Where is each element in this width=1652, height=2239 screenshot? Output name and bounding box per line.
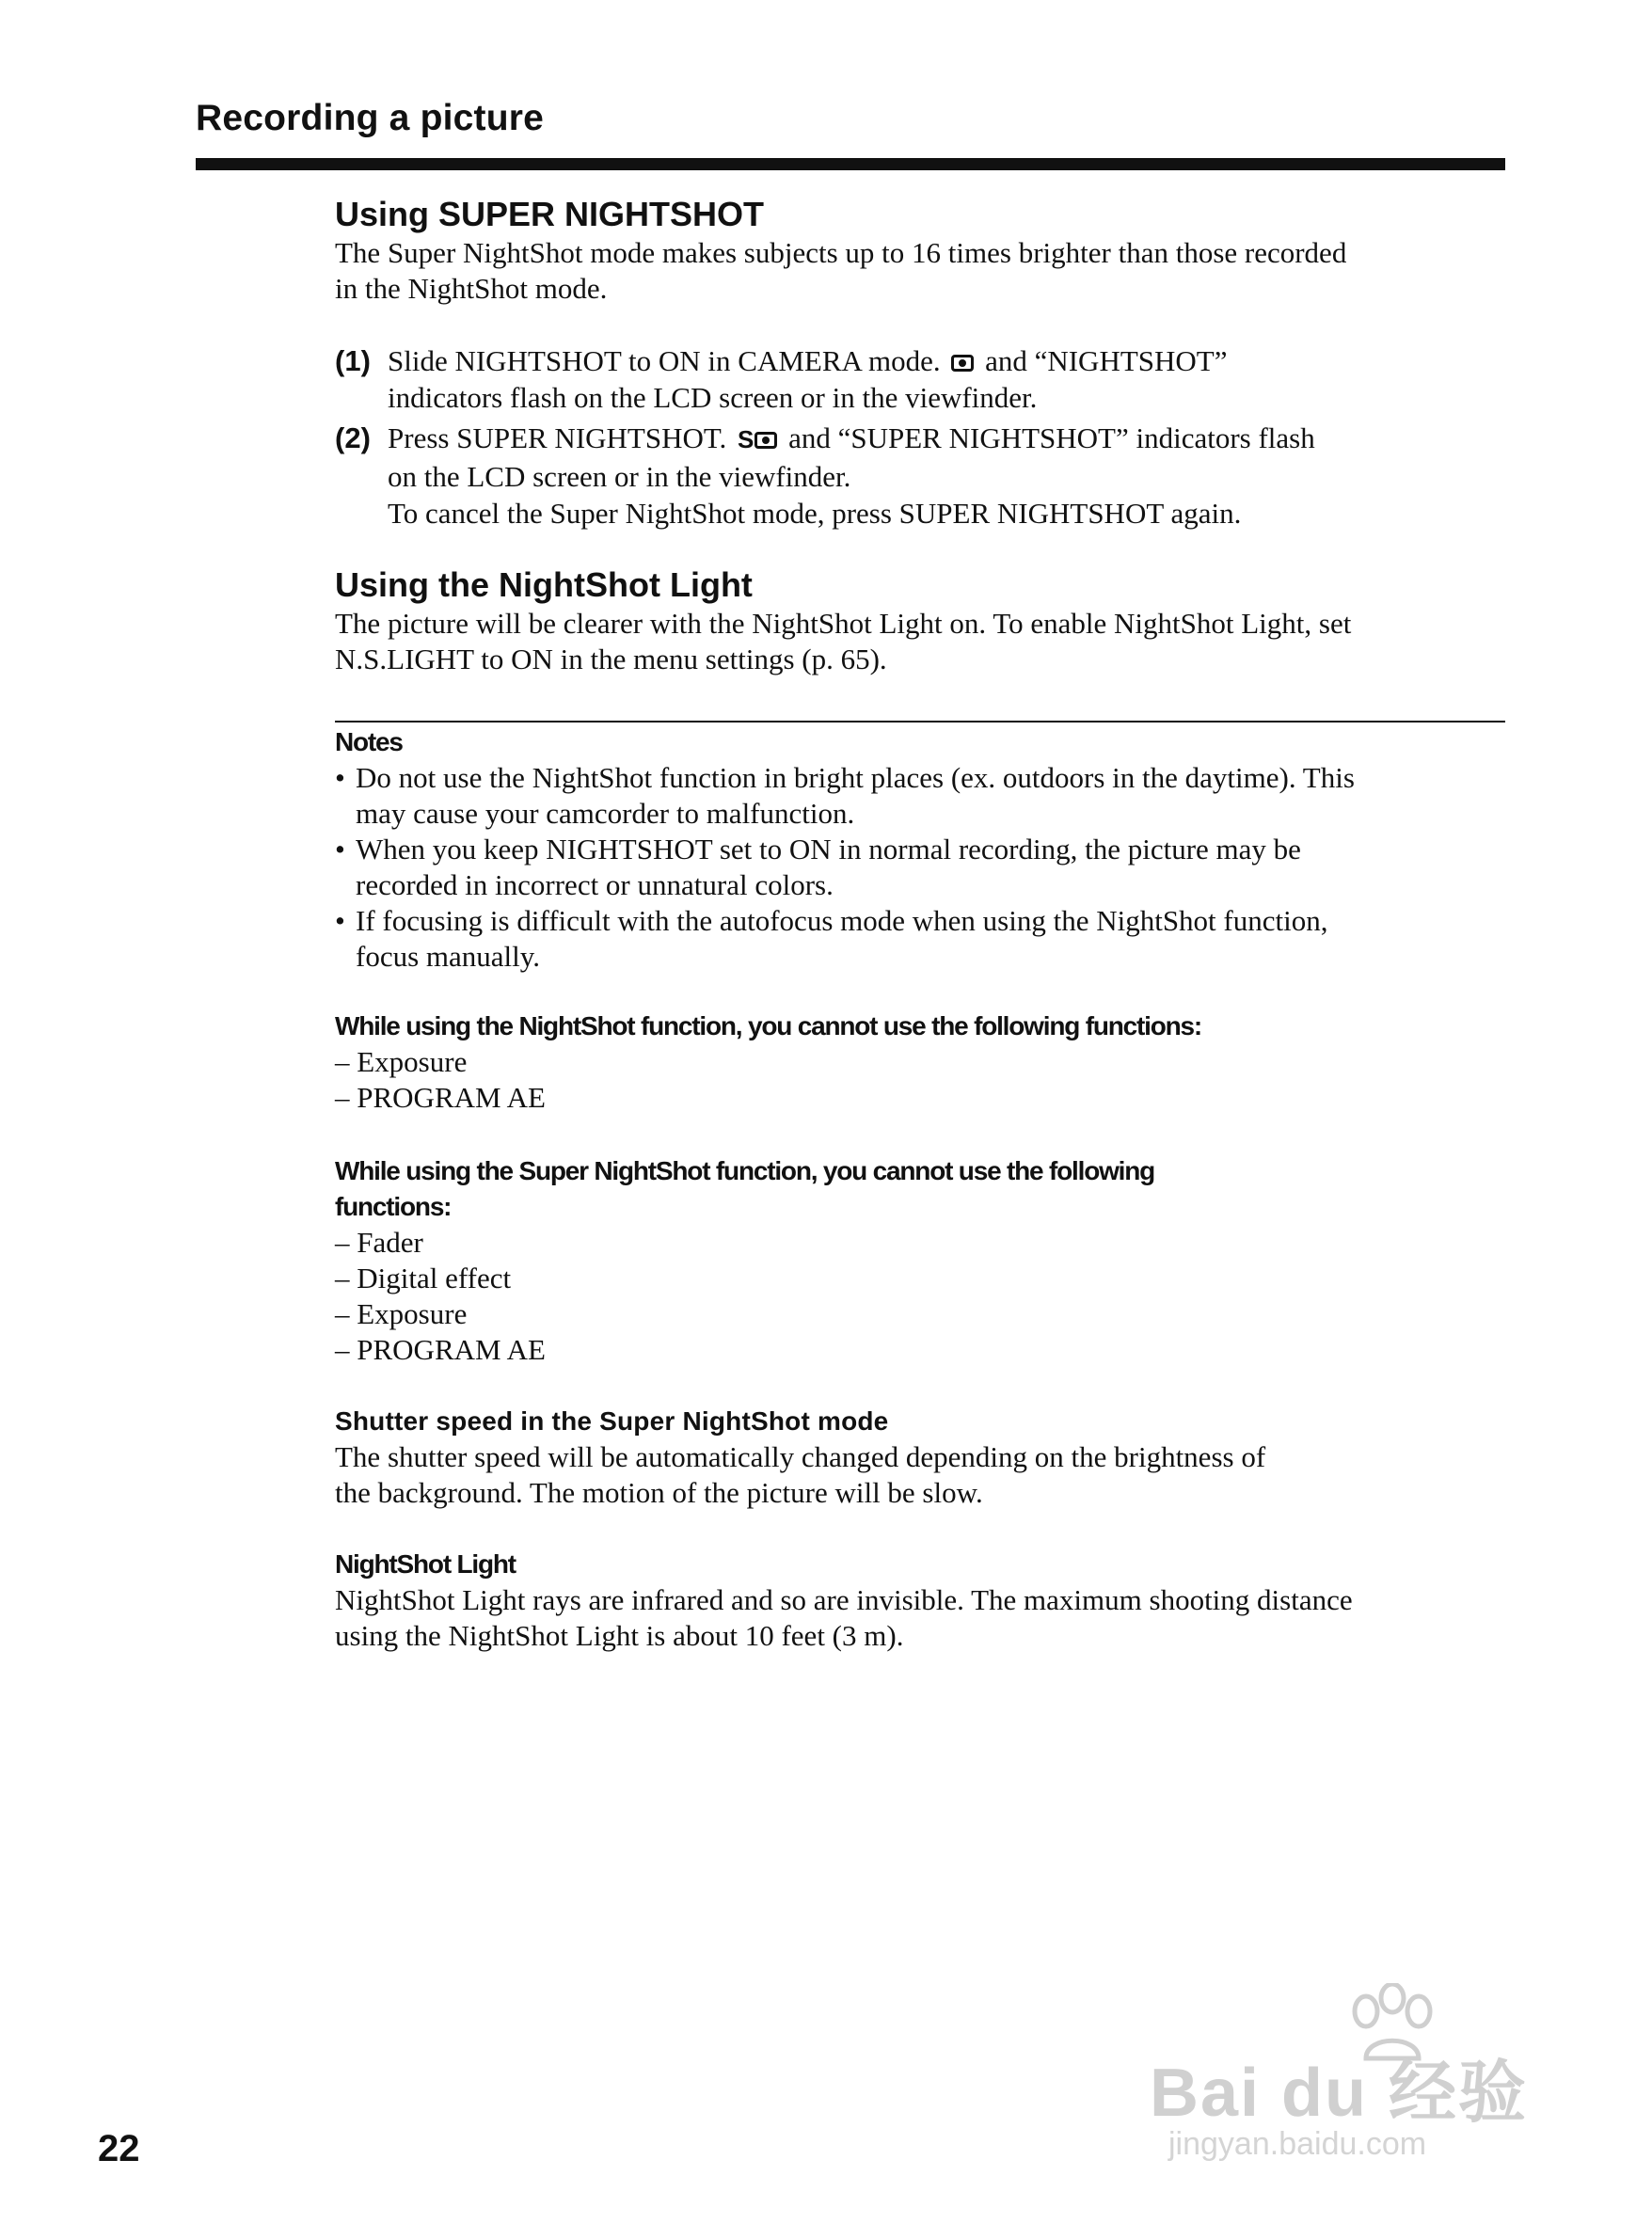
watermark-url: jingyan.baidu.com	[1168, 2126, 1427, 2162]
note-item: • If focusing is difficult with the autofocus mode when using the NightShot function, focus manually.	[335, 904, 1328, 973]
step-1-text-a: Slide NIGHTSHOT to ON in CAMERA mode.	[388, 344, 941, 377]
step-2	[335, 420, 1505, 532]
restriction-item: – Exposure	[335, 1045, 468, 1078]
step-2-text-a: Press SUPER NIGHTSHOT.	[388, 421, 727, 454]
section-title: Recording a picture	[196, 98, 545, 138]
shutter-speed-line1: The shutter speed will be automatically changed depending on the brightness of	[335, 1440, 1266, 1473]
note-item: • Do not use the NightShot function in bright places (ex. outdoors in the daytime). This may cause your camcorder to malfunction.	[335, 761, 1355, 830]
super-nightshot-intro-line2: in the NightShot mode.	[335, 272, 608, 305]
super-nightshot-section	[335, 194, 1505, 307]
restriction-item: – PROGRAM AE	[335, 1333, 546, 1366]
restriction-item: – PROGRAM AE	[335, 1081, 546, 1114]
nightshot-light-note	[335, 1547, 1505, 1654]
restriction-item: – Exposure	[335, 1297, 468, 1330]
restriction-item: – Digital effect	[335, 1262, 512, 1294]
page-number: 22	[98, 2128, 140, 2169]
step-1-text-c: indicators flash on the LCD screen or in the viewfinder.	[388, 381, 1038, 414]
super-nightshot-heading: Using SUPER NIGHTSHOT	[335, 195, 765, 233]
step-1	[335, 342, 1505, 416]
step-2-number: (2)	[335, 421, 371, 454]
nightshot-light-line1: The picture will be clearer with the NightShot Light on. To enable NightShot Light, set	[335, 607, 1352, 640]
shutter-speed-line2: the background. The motion of the picture will be slow.	[335, 1476, 983, 1509]
step-1-text-b: and “NIGHTSHOT”	[985, 344, 1228, 377]
steps-list	[335, 342, 1505, 532]
nightshot-light-note-heading: NightShot Light	[335, 1549, 516, 1579]
restriction-item: – Fader	[335, 1226, 423, 1259]
nightshot-light-heading: Using the NightShot Light	[335, 565, 753, 604]
nightshot-light-note-line1: NightShot Light rays are infrared and so are invisible. The maximum shooting distance	[335, 1583, 1353, 1616]
step-2-text-b: and “SUPER NIGHTSHOT” indicators flash	[788, 421, 1315, 454]
super-nightshot-indicator-icon: S	[738, 421, 777, 458]
notes-divider	[335, 721, 1505, 723]
nightshot-restrictions-heading: While using the NightShot function, you cannot use the following functions:	[335, 1011, 1202, 1040]
nightshot-light-line2: N.S.LIGHT to ON in the menu settings (p. 65).	[335, 643, 887, 675]
super-nightshot-restrictions-heading-1: While using the Super NightShot function, you cannot use the following	[335, 1156, 1155, 1185]
nightshot-light-note-line2: using the NightShot Light is about 10 feet (3 m).	[335, 1619, 904, 1652]
step-2-text-c: on the LCD screen or in the viewfinder.	[388, 460, 851, 493]
super-nightshot-intro-line1: The Super NightShot mode makes subjects up to 16 times brighter than those recorded	[335, 236, 1347, 269]
step-2-text-d: To cancel the Super NightShot mode, press SUPER NIGHTSHOT again.	[388, 497, 1242, 530]
notes-section	[335, 724, 1505, 975]
baidu-watermark	[1150, 1983, 1564, 2171]
nightshot-light-section	[335, 564, 1505, 677]
shutter-speed-heading: Shutter speed in the Super NightShot mode	[335, 1406, 889, 1436]
note-item: • When you keep NIGHTSHOT set to ON in normal recording, the picture may be recorded in incorrect or unnatural colors.	[335, 833, 1301, 901]
super-nightshot-restrictions-heading-2: functions:	[335, 1192, 452, 1221]
step-1-number: (1)	[335, 344, 371, 377]
nightshot-indicator-icon	[951, 355, 974, 372]
header-rule	[196, 158, 1505, 170]
notes-heading: Notes	[335, 727, 403, 756]
nightshot-restrictions	[335, 1008, 1505, 1116]
shutter-speed-section	[335, 1404, 1505, 1511]
watermark-brand: Bai du 经验	[1150, 2056, 1529, 2131]
super-nightshot-restrictions	[335, 1153, 1505, 1368]
